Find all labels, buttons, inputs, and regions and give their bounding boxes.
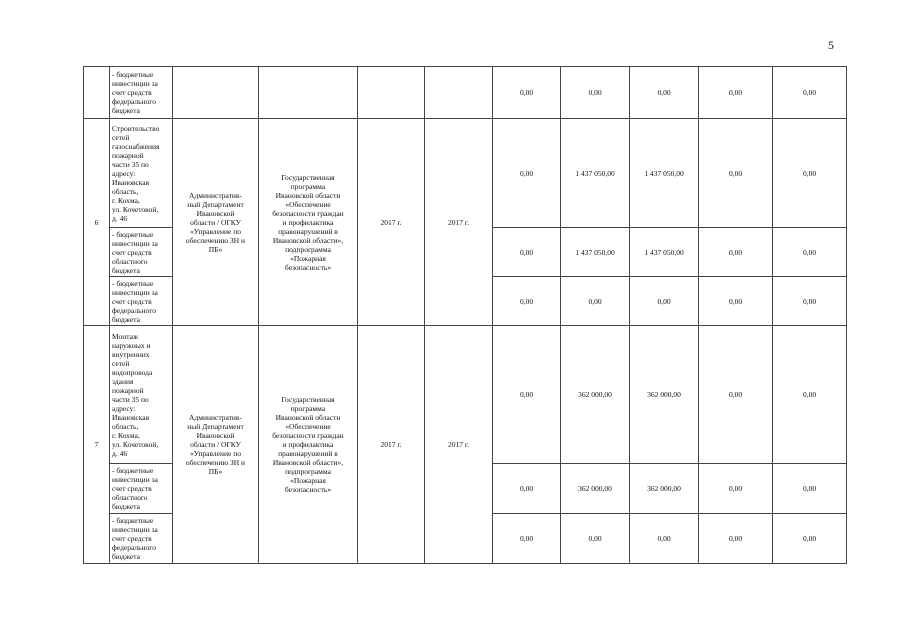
value-cell: 362 000,00 (561, 326, 630, 464)
end-year-cell: 2017 г. (425, 119, 493, 326)
executor-cell: Административ- ный Департамент Ивановской области / ОГКУ «Управление по обеспечению ЗН и ПБ» (173, 326, 259, 564)
value-cell: 0,00 (493, 464, 561, 514)
value-cell: 362 000,00 (561, 464, 630, 514)
value-cell: 0,00 (493, 119, 561, 228)
start-year-cell: 2017 г. (358, 326, 425, 564)
value-cell: 1 437 050,00 (561, 119, 630, 228)
value-cell: 0,00 (493, 228, 561, 277)
program-cell: Государственная программа Ивановской области «Обеспечение безопасности граждан и профилактика правонарушений в Ивановской области», подпрограмма «Пожарная безопасность» (259, 119, 358, 326)
row-name: - бюджетные инвестиции за счет средств федерального бюджета (110, 514, 173, 564)
program-cell: Государственная программа Ивановской области «Обеспечение безопасности граждан и профилактика правонарушений в Ивановской области», подпрограмма «Пожарная безопасность» (259, 326, 358, 564)
row-name: Монтаж наружных и внутренних сетей водопровода здания пожарной части 35 по адресу: Ивановская область, г. Кохма, ул. Кочетовой, д. 46 (110, 326, 173, 464)
end-year-cell (425, 67, 493, 119)
row-number: 7 (84, 326, 110, 564)
table-row (84, 326, 847, 464)
value-cell: 0,00 (561, 67, 630, 119)
program-cell (259, 67, 358, 119)
value-cell: 0,00 (699, 464, 773, 514)
value-cell: 0,00 (699, 67, 773, 119)
value-cell: 0,00 (561, 277, 630, 326)
value-cell: 0,00 (699, 277, 773, 326)
value-cell: 0,00 (699, 119, 773, 228)
row-number (84, 67, 110, 119)
value-cell: 1 437 050,00 (561, 228, 630, 277)
start-year-cell (358, 67, 425, 119)
row-name: Строительство сетей газоснабжения пожарной части 35 по адресу: Ивановская область, г. Кохма, ул. Кочетовой, д. 46 (110, 119, 173, 228)
value-cell: 0,00 (773, 277, 847, 326)
value-cell: 1 437 050,00 (630, 119, 699, 228)
table-row (84, 67, 847, 119)
end-year-cell: 2017 г. (425, 326, 493, 564)
row-name: - бюджетные инвестиции за счет средств областного бюджета (110, 464, 173, 514)
value-cell: 0,00 (630, 67, 699, 119)
value-cell: 0,00 (630, 277, 699, 326)
value-cell: 0,00 (773, 326, 847, 464)
table-row (84, 119, 847, 228)
value-cell: 0,00 (561, 514, 630, 564)
start-year-cell: 2017 г. (358, 119, 425, 326)
row-number: 6 (84, 119, 110, 326)
value-cell: 0,00 (699, 514, 773, 564)
value-cell: 0,00 (773, 119, 847, 228)
value-cell: 1 437 050,00 (630, 228, 699, 277)
value-cell: 0,00 (493, 277, 561, 326)
value-cell: 0,00 (493, 326, 561, 464)
value-cell: 362 000,00 (630, 464, 699, 514)
value-cell: 0,00 (493, 67, 561, 119)
row-name: - бюджетные инвестиции за счет средств областного бюджета (110, 228, 173, 277)
executor-cell: Административ- ный Департамент Ивановской области / ОГКУ «Управление по обеспечению ЗН и ПБ» (173, 119, 259, 326)
value-cell: 0,00 (773, 464, 847, 514)
executor-cell (173, 67, 259, 119)
value-cell: 0,00 (773, 228, 847, 277)
row-name: - бюджетные инвестиции за счет средств федерального бюджета (110, 277, 173, 326)
value-cell: 0,00 (699, 326, 773, 464)
page-number: 5 (828, 38, 834, 52)
value-cell: 0,00 (773, 67, 847, 119)
value-cell: 0,00 (699, 228, 773, 277)
value-cell: 0,00 (493, 514, 561, 564)
value-cell: 0,00 (773, 514, 847, 564)
row-name: - бюджетные инвестиции за счет средств федерального бюджета (110, 67, 173, 119)
budget-table (83, 66, 847, 564)
value-cell: 0,00 (630, 514, 699, 564)
value-cell: 362 000,00 (630, 326, 699, 464)
